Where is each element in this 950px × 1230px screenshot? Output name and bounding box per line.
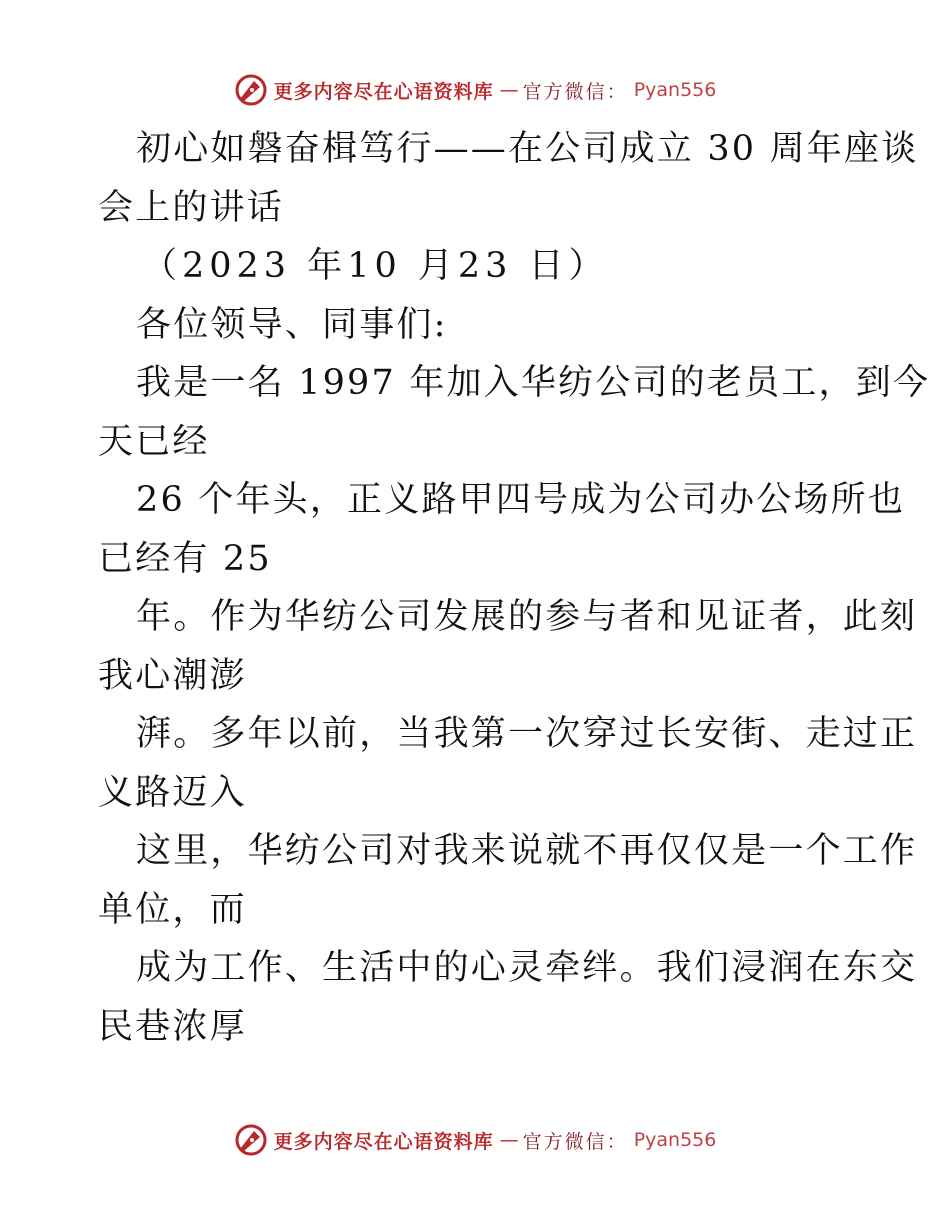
document-body bbox=[98, 120, 931, 1056]
header-watermark bbox=[0, 70, 950, 110]
pen-nib-circle-icon bbox=[234, 73, 268, 107]
watermark-brand: 更多内容尽在心语资料库 bbox=[273, 80, 494, 103]
watermark-official: 官方微信： bbox=[522, 1130, 628, 1153]
paragraph-line: 民巷浓厚 bbox=[98, 1006, 247, 1047]
watermark-brand: 更多内容尽在心语资料库 bbox=[273, 1130, 494, 1153]
watermark-dash: — bbox=[499, 79, 517, 101]
paragraph-line: 我是一名 1997 年加入华纺公司的老员工，到今 bbox=[136, 363, 931, 403]
date-line: （2023 年10 月23 日） bbox=[142, 246, 609, 286]
watermark-official: 官方微信： bbox=[522, 80, 628, 103]
paragraph-line: 已经有 25 bbox=[98, 538, 272, 579]
paragraph-line: 我心潮澎 bbox=[98, 655, 247, 696]
watermark-account: Pyan556 bbox=[633, 1129, 717, 1151]
pen-nib-circle-icon bbox=[234, 1123, 268, 1157]
paragraph-line: 湃。多年以前，当我第一次穿过长安街、走过正 bbox=[136, 714, 918, 754]
title-line-1: 初心如磐奋楫笃行——在公司成立 30 周年座谈 bbox=[136, 129, 919, 169]
paragraph-line: 26 个年头，正义路甲四号成为公司办公场所也 bbox=[136, 480, 906, 520]
watermark-dash: — bbox=[499, 1129, 517, 1151]
paragraph-line: 成为工作、生活中的心灵牵绊。我们浸润在东交 bbox=[136, 948, 918, 988]
paragraph-line: 天已经 bbox=[98, 421, 210, 462]
salutation: 各位领导、同事们: bbox=[136, 304, 448, 345]
paragraph-line: 单位，而 bbox=[98, 889, 247, 930]
paragraph-line: 义路迈入 bbox=[98, 772, 247, 813]
paragraph-line: 这里，华纺公司对我来说就不再仅仅是一个工作 bbox=[136, 831, 918, 871]
paragraph-line: 年。作为华纺公司发展的参与者和见证者，此刻 bbox=[136, 597, 918, 637]
footer-watermark bbox=[0, 1120, 950, 1160]
watermark-account: Pyan556 bbox=[633, 79, 717, 101]
title-line-2: 会上的讲话 bbox=[98, 187, 285, 228]
